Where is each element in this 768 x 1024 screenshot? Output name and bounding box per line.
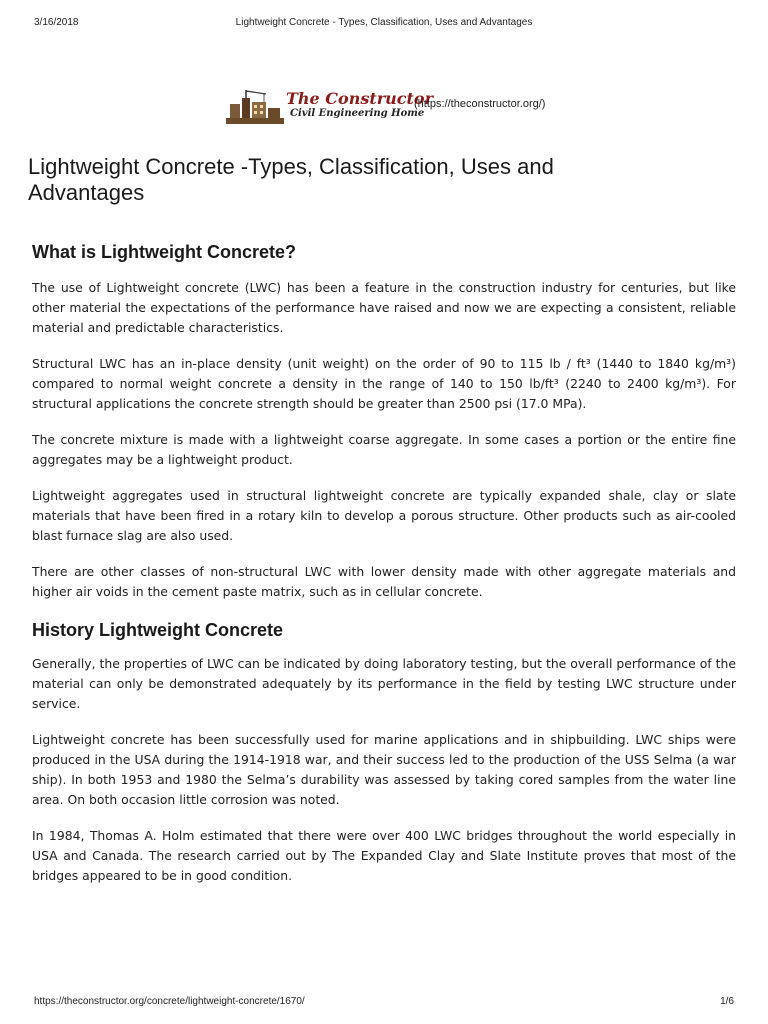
section-heading: What is Lightweight Concrete? bbox=[32, 242, 296, 262]
paragraph: Structural LWC has an in-place density (unit weight) on the order of 90 to 115 lb / ft³ (1440 to 1840 kg/m³) compared to normal weight concrete a density in the range of 140 to 150 lb/ft³ (2240 to 2400 kg/m³). For structural applications the concrete strength should be greater than 2500 psi (17.0 MPa). bbox=[32, 356, 736, 411]
logo-url-text: (https://theconstructor.org/) bbox=[414, 98, 546, 110]
print-header bbox=[34, 17, 734, 31]
paragraph: The use of Lightweight concrete (LWC) has been a feature in the construction industry for centuries, but like other material the expectations of the performance have raised and now we are expecting a consistent, reliable material and predictable characteristics. bbox=[32, 280, 736, 335]
logo-tagline: Civil Engineering Home bbox=[290, 108, 425, 119]
print-footer-url: https://theconstructor.org/concrete/lightweight-concrete/1670/ bbox=[34, 996, 305, 1007]
logo-wordmark bbox=[286, 90, 433, 120]
print-doc-title: Lightweight Concrete - Types, Classification, Uses and Advantages bbox=[235, 17, 533, 28]
logo-name: The Constructor bbox=[286, 89, 434, 108]
paragraph: Lightweight concrete has been successfully used for marine applications and in shipbuilding. LWC ships were produced in the USA during the 1914-1918 war, and their success led to the production of the USS Selma (a war ship). In both 1953 and 1980 the Selma’s durability was assessed by taking cored samples from the water line area. On both occasion little corrosion was noted. bbox=[32, 732, 736, 807]
section-heading: History Lightweight Concrete bbox=[32, 620, 284, 640]
page-number: 1/6 bbox=[720, 996, 734, 1007]
article-body bbox=[32, 240, 736, 902]
paragraph: There are other classes of non-structural LWC with lower density made with other aggregate materials and higher air voids in the cement paste matrix, such as in cellular concrete. bbox=[32, 564, 736, 599]
paragraph: Generally, the properties of LWC can be indicated by doing laboratory testing, but the overall performance of the material can only be demonstrated adequately by its performance in the field by testing LWC structure under service. bbox=[32, 656, 736, 711]
page-title: Lightweight Concrete -Types, Classification, Uses and Advantages bbox=[28, 154, 554, 205]
site-logo-link[interactable] bbox=[226, 88, 556, 128]
print-date: 3/16/2018 bbox=[34, 17, 79, 28]
paragraph: Lightweight aggregates used in structural lightweight concrete are typically expanded shale, clay or slate materials that have been fired in a rotary kiln to develop a porous structure. Other products such as air-cooled blast furnace slag are also used. bbox=[32, 488, 736, 543]
construction-site-logo-icon bbox=[226, 90, 284, 124]
paragraph: In 1984, Thomas A. Holm estimated that there were over 400 LWC bridges throughout the world especially in USA and Canada. The research carried out by The Expanded Clay and Slate Institute proves that most of the bridges appeared to be in good condition. bbox=[32, 828, 736, 883]
paragraph: The concrete mixture is made with a lightweight coarse aggregate. In some cases a portion or the entire fine aggregates may be a lightweight product. bbox=[32, 432, 736, 467]
print-footer bbox=[34, 996, 734, 1010]
